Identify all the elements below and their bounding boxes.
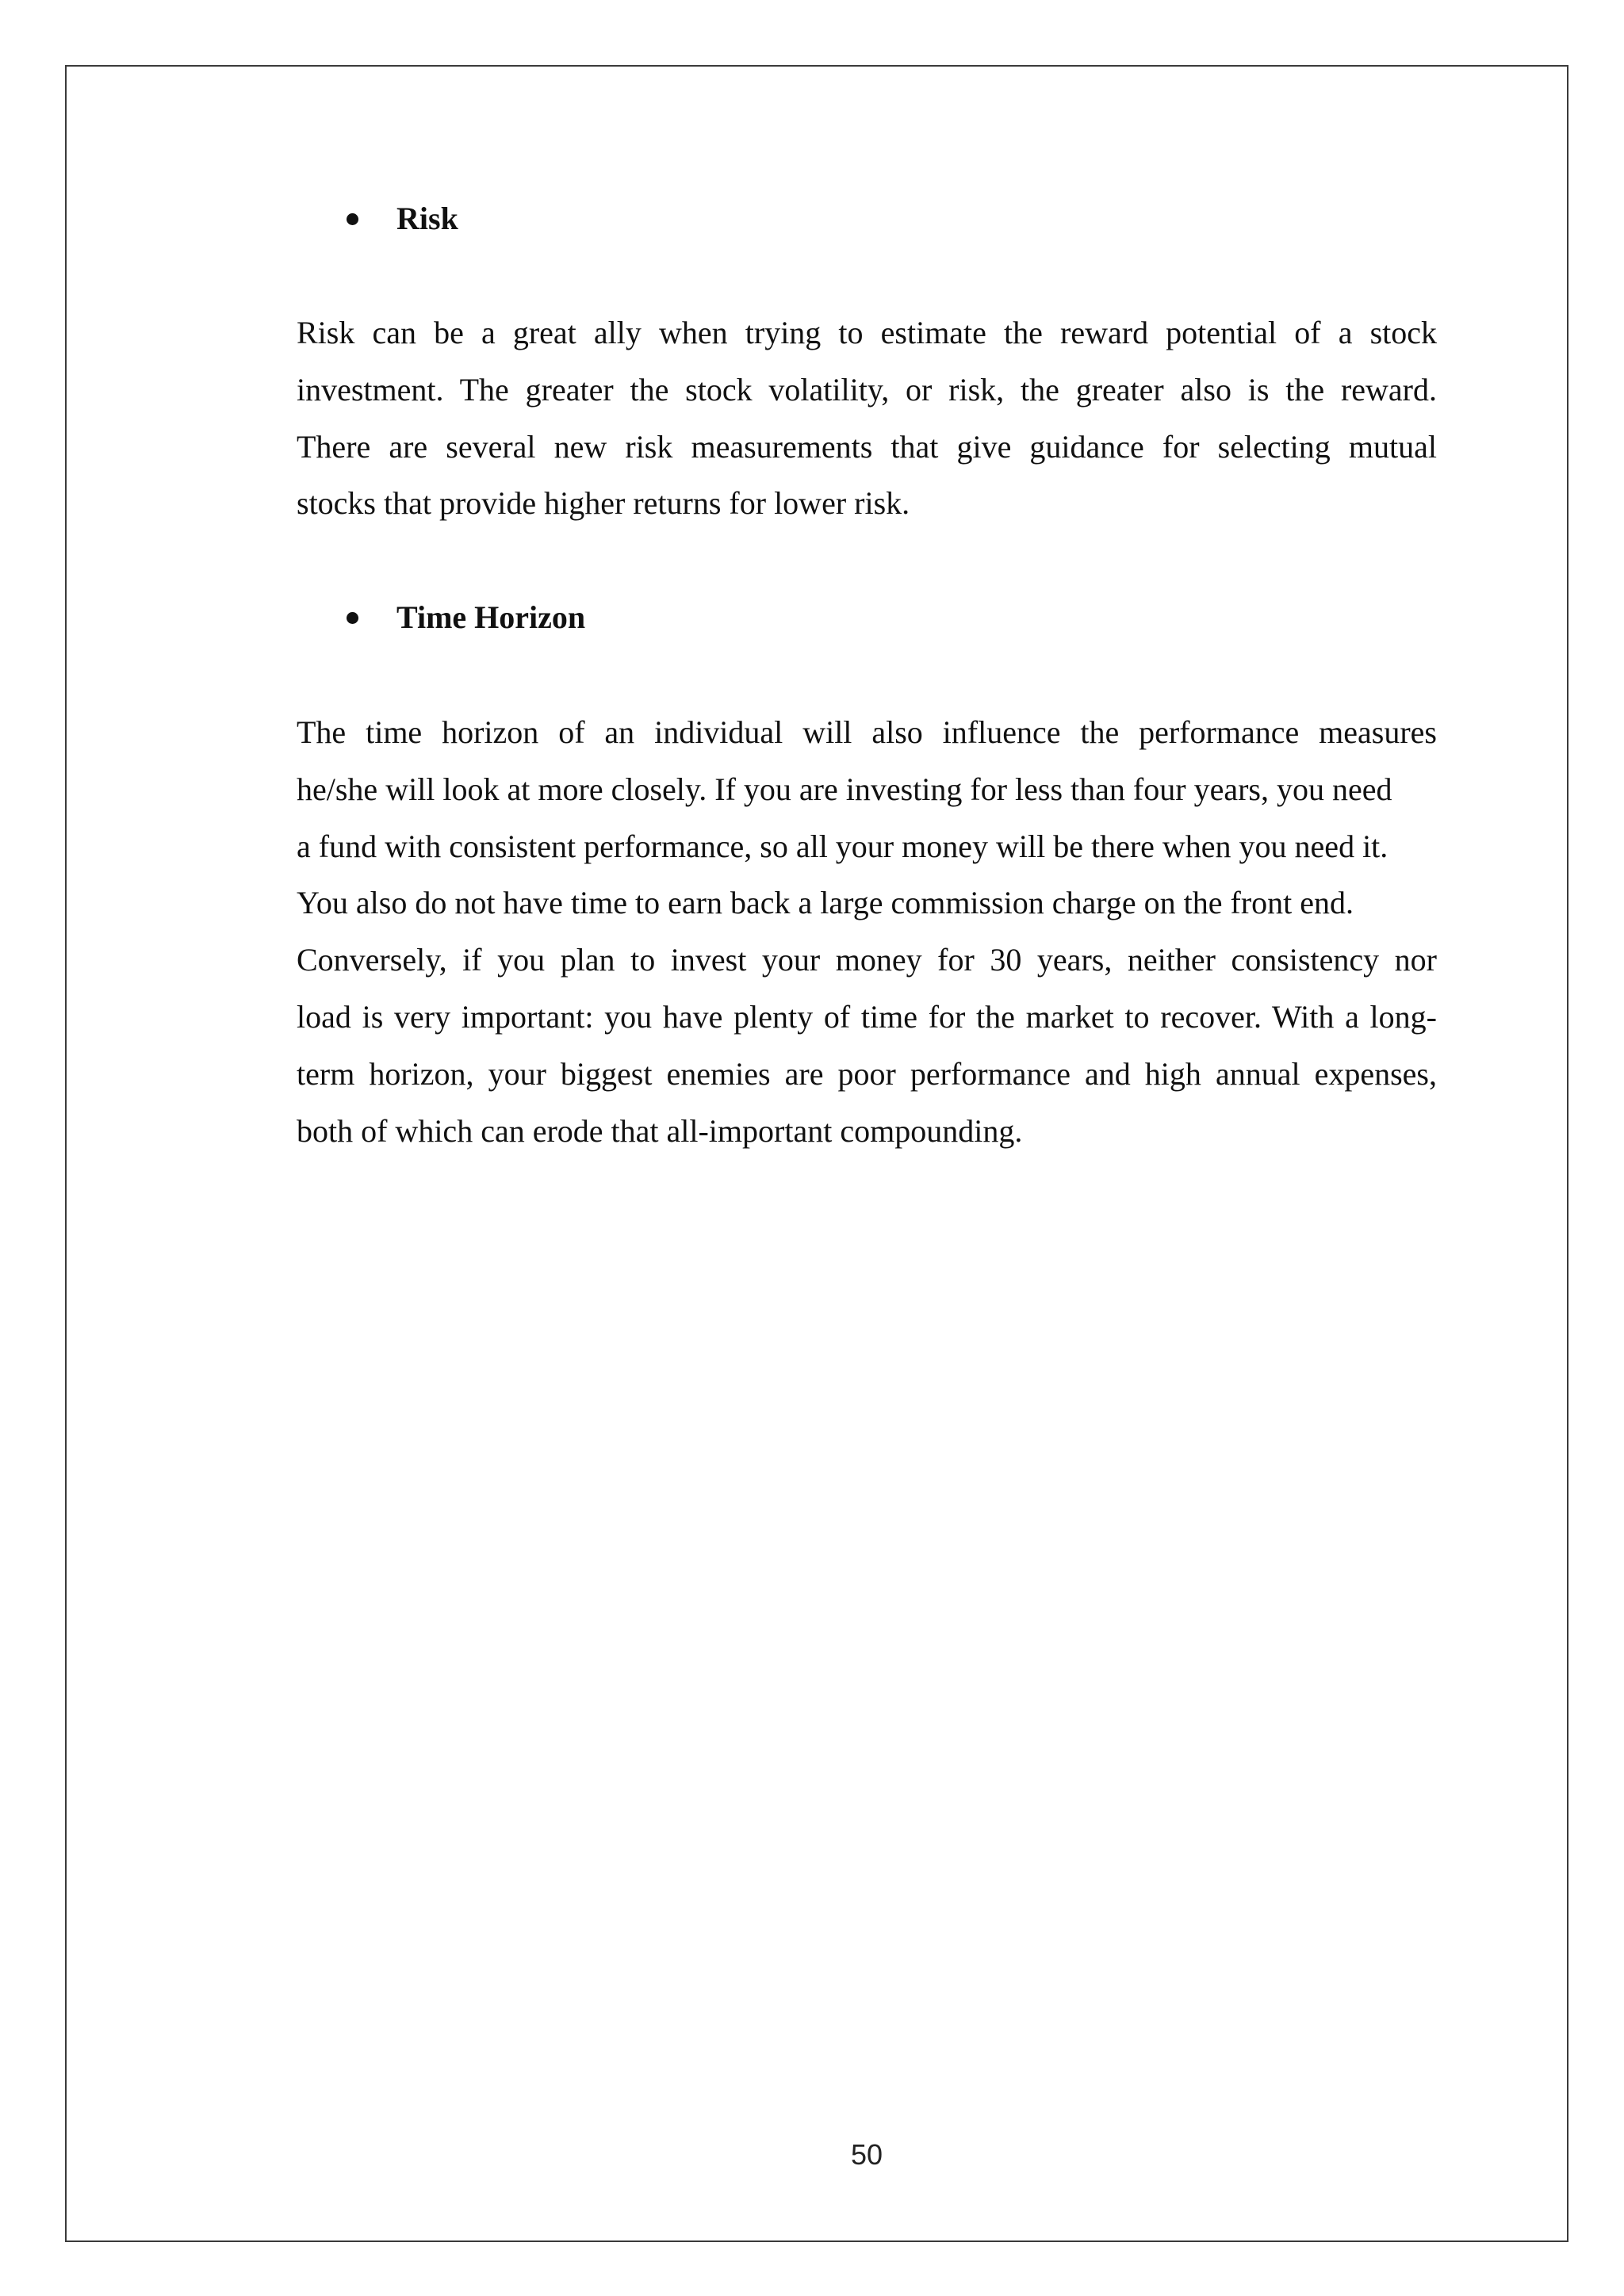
paragraph-time-horizon: [297, 704, 1437, 1159]
paragraph-line: load is very important: you have plenty of time for the market to recover. With a long-: [297, 998, 1437, 1035]
paragraph-risk: [297, 304, 1437, 532]
paragraph-line: The time horizon of an individual will also influence the performance measures: [297, 714, 1437, 750]
paragraph-line: Conversely, if you plan to invest your money for 30 years, neither consistency nor: [297, 942, 1437, 978]
paragraph-line: You also do not have time to earn back a large commission charge on the front end.: [297, 885, 1354, 921]
paragraph-line: There are several new risk measurements that give guidance for selecting mutual: [297, 428, 1437, 465]
section-heading-risk: [297, 200, 458, 238]
paragraph-line: both of which can erode that all-important compounding.: [297, 1112, 1023, 1149]
paragraph-line: a fund with consistent performance, so all your money will be there when you need it.: [297, 828, 1388, 864]
heading-text: Risk: [396, 201, 458, 236]
paragraph-line: term horizon, your biggest enemies are poor performance and high annual expenses,: [297, 1055, 1437, 1092]
page-number: 50: [850, 2138, 883, 2171]
paragraph-line: Risk can be a great ally when trying to estimate the reward potential of a stock: [297, 315, 1437, 350]
paragraph-line: he/she will look at more closely. If you are investing for less than four years, you need: [297, 771, 1392, 807]
heading-text: Time Horizon: [396, 599, 586, 635]
bullet-icon: [347, 612, 358, 624]
bullet-icon: [347, 213, 358, 225]
section-heading-time-horizon: [297, 599, 585, 637]
paragraph-line: investment. The greater the stock volatility, or risk, the greater also is the reward.: [297, 371, 1437, 408]
paragraph-line: stocks that provide higher returns for lower risk.: [297, 485, 910, 522]
